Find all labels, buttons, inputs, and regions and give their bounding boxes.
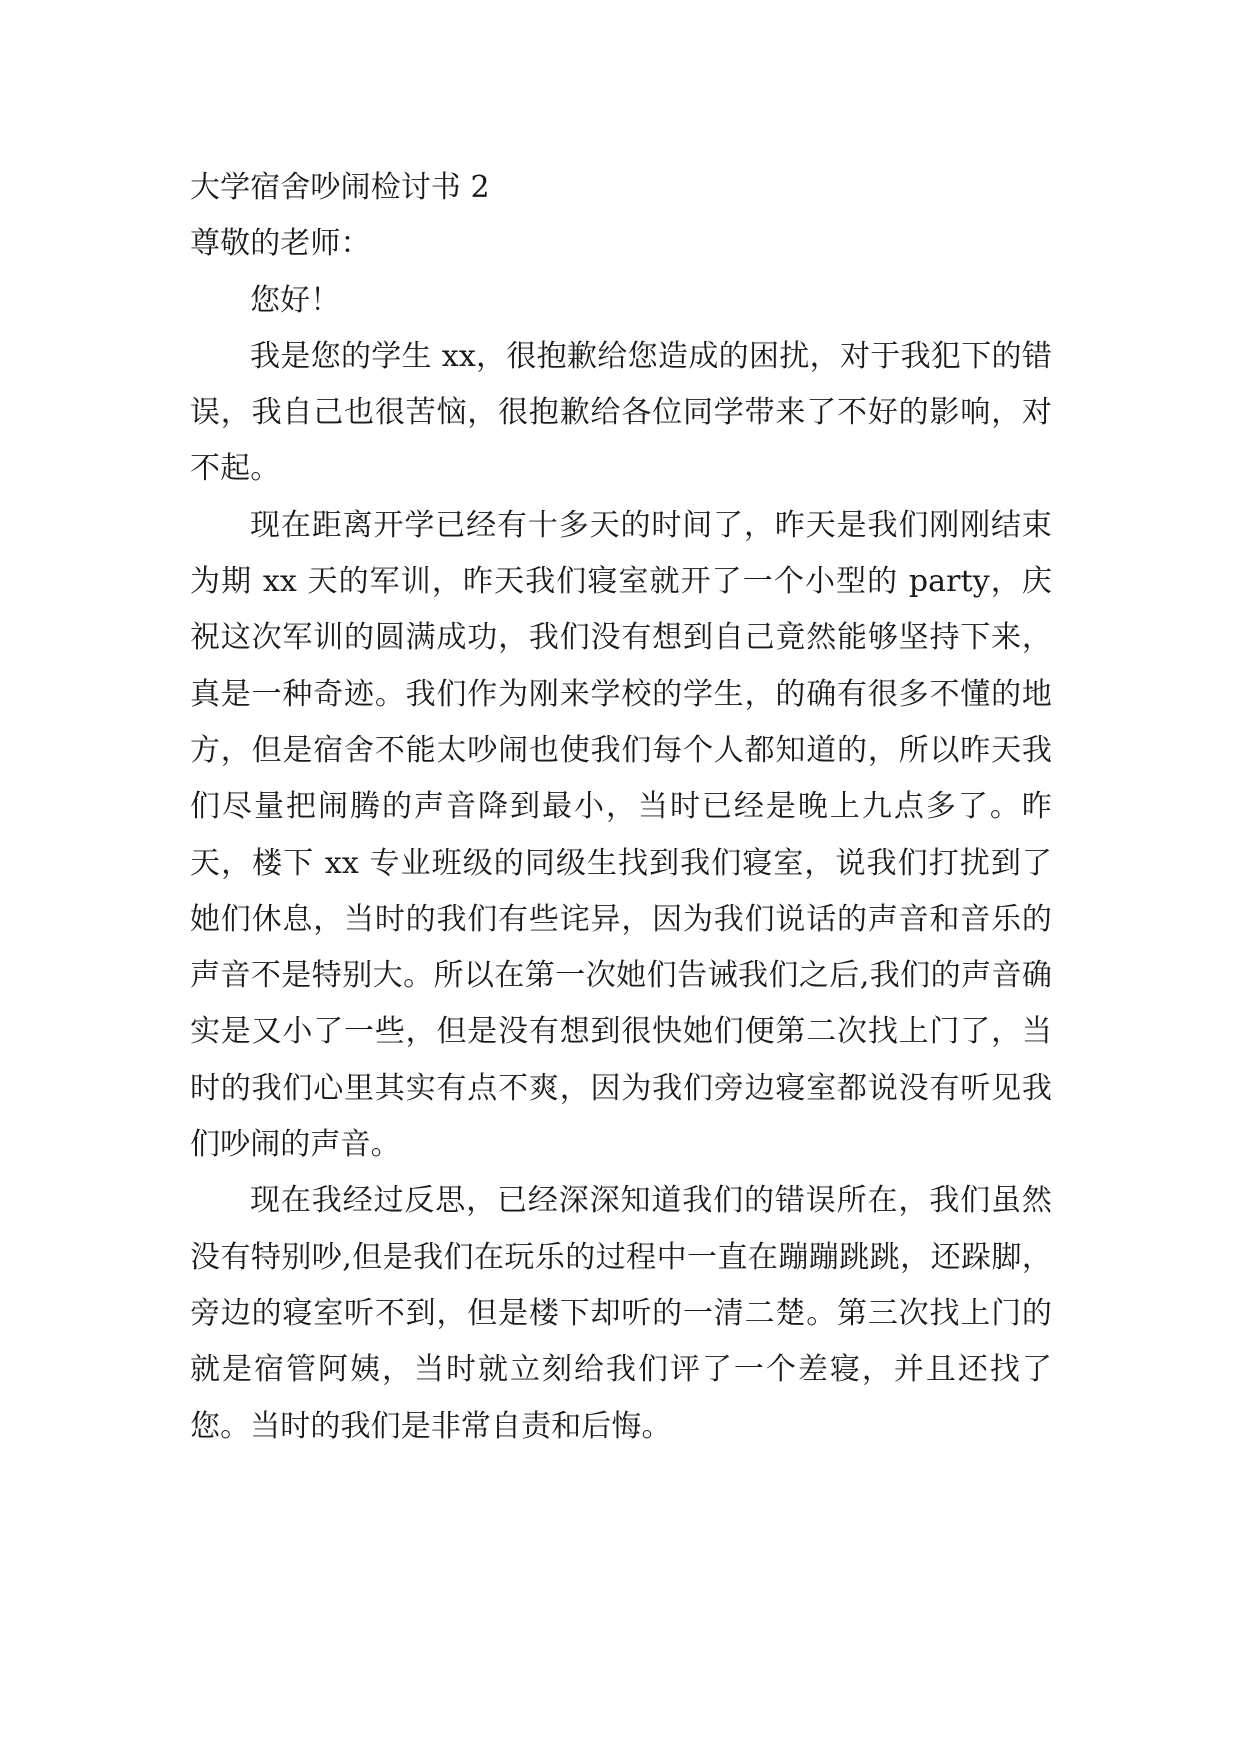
- document-page: [190, 160, 1052, 1455]
- salutation: 尊敬的老师：: [190, 226, 371, 262]
- document-title: 大学宿舍吵闹检讨书 2: [190, 170, 490, 205]
- paragraph-apology: 我是您的学生 xx，很抱歉给您造成的困扰，对于我犯下的错误，我自己也很苦恼，很抱歉给各位同学带来了不好的影响，对不起。: [190, 338, 1052, 487]
- paragraph-reflection: 现在我经过反思，已经深深知道我们的错误所在，我们虽然没有特别吵,但是我们在玩乐的过程中一直在蹦蹦跳跳，还跺脚，旁边的寝室听不到，但是楼下却听的一清二楚。第三次找上门的就是宿管阿姨，当时就立刻给我们评了一个差寝，并且还找了您。当时的我们是非常自责和后悔。: [190, 1183, 1052, 1444]
- greeting: 您好！: [250, 282, 341, 318]
- paragraph-incident: 现在距离开学已经有十多天的时间了，昨天是我们刚刚结束为期 xx 天的军训，昨天我们寝室就开了一个小型的 party，庆祝这次军训的圆满成功，我们没有想到自己竟然能够坚持下来，真是一种奇迹。我们作为刚来学校的学生，的确有很多不懂的地方，但是宿舍不能太吵闹也使我们每个人都知道的，所以昨天我们尽量把闹腾的声音降到最小，当时已经是晚上九点多了。昨天，楼下 xx 专业班级的同级生找到我们寝室，说我们打扰到了她们休息，当时的我们有些诧异，因为我们说话的声音和音乐的声音不是特别大。所以在第一次她们告诫我们之后,我们的声音确实是又小了一些，但是没有想到很快她们便第二次找上门了，当时的我们心里其实有点不爽，因为我们旁边寝室都说没有听见我们吵闹的声音。: [190, 507, 1052, 1163]
